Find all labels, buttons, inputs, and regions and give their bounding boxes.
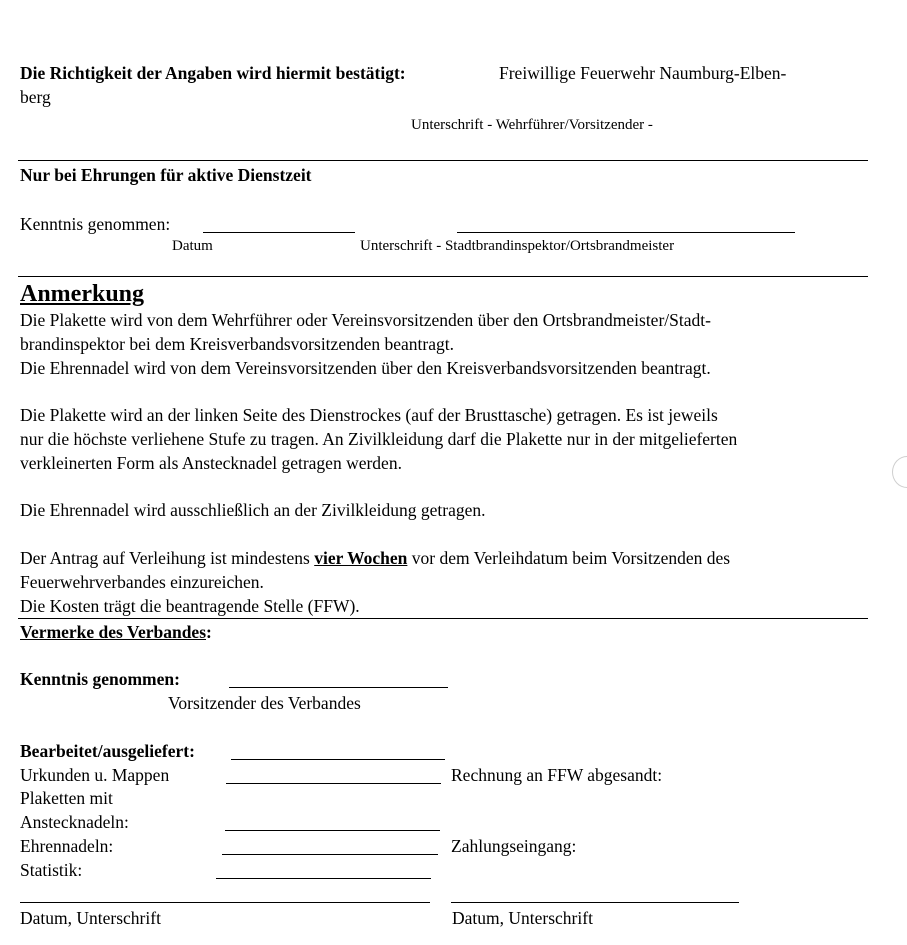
date-signature-caption-right: Datum, Unterschrift bbox=[452, 908, 593, 928]
date-caption: Datum bbox=[172, 238, 213, 254]
statistics-field-line[interactable] bbox=[216, 878, 431, 879]
deadline-text-pre: Der Antrag auf Verleihung ist mindestens bbox=[20, 548, 315, 568]
date-signature-caption-left: Datum, Unterschrift bbox=[20, 908, 161, 928]
signature-field-line[interactable] bbox=[457, 232, 795, 233]
signature-caption-stadtbrandinspektor: Unterschrift - Stadtbrandinspektor/Ortsbrandmeister bbox=[360, 238, 675, 254]
chair-caption: Vorsitzender des Verbandes bbox=[168, 693, 361, 713]
pins-field-line[interactable] bbox=[222, 854, 438, 855]
association-title-text: Vermerke des Verbandes bbox=[20, 622, 207, 642]
invoice-label: Rechnung an FFW abgesandt: bbox=[451, 765, 663, 785]
remarks-deadline-line bbox=[20, 548, 730, 569]
association-title-colon: : bbox=[206, 622, 212, 642]
date-signature-line-right[interactable] bbox=[451, 902, 739, 903]
association-noted-label: Kenntnis genommen: bbox=[20, 669, 180, 689]
noted-label: Kenntnis genommen: bbox=[20, 214, 171, 234]
date-signature-line-left[interactable] bbox=[20, 902, 430, 903]
remarks-paragraph-line: Die Plakette wird an der linken Seite des Dienstrockes (auf der Brusttasche) getragen. Es ist jeweils bbox=[20, 405, 718, 425]
remarks-paragraph-line: brandinspektor bei dem Kreisverbandsvorsitzenden beantragt. bbox=[20, 334, 454, 354]
scroll-handle[interactable] bbox=[892, 456, 907, 488]
divider bbox=[18, 160, 868, 161]
confirmation-label: Die Richtigkeit der Angaben wird hiermit bestätigt: bbox=[20, 63, 406, 83]
deadline-emphasis: vier Wochen bbox=[314, 548, 408, 568]
active-service-title: Nur bei Ehrungen für aktive Dienstzeit bbox=[20, 165, 312, 185]
deadline-text-post: vor dem Verleihdatum beim Vorsitzenden des bbox=[407, 548, 731, 568]
remarks-paragraph-line: nur die höchste verliehene Stufe zu tragen. An Zivilkleidung darf die Plakette nur in der mitgelieferten bbox=[20, 429, 738, 449]
pins-label: Ehrennadeln: bbox=[20, 836, 114, 856]
chair-signature-line[interactable] bbox=[229, 687, 448, 688]
plaques-label-continued: Anstecknadeln: bbox=[20, 812, 129, 832]
processed-label: Bearbeitet/ausgeliefert: bbox=[20, 741, 195, 761]
remarks-paragraph-line: verkleinerten Form als Anstecknadel getragen werden. bbox=[20, 453, 402, 473]
divider bbox=[18, 618, 868, 619]
remarks-paragraph-line: Feuerwehrverbandes einzureichen. bbox=[20, 572, 264, 592]
remarks-heading: Anmerkung bbox=[20, 281, 145, 307]
date-field-line[interactable] bbox=[203, 232, 355, 233]
organization-name-continued: berg bbox=[20, 87, 51, 107]
processed-field-line[interactable] bbox=[231, 759, 445, 760]
remarks-paragraph-line: Die Kosten trägt die beantragende Stelle (FFW). bbox=[20, 596, 360, 616]
signature-caption-wehrfuehrer: Unterschrift - Wehrführer/Vorsitzender - bbox=[411, 117, 653, 133]
plaques-field-line[interactable] bbox=[225, 830, 440, 831]
statistics-label: Statistik: bbox=[20, 860, 83, 880]
remarks-paragraph-line: Die Ehrennadel wird von dem Vereinsvorsitzenden über den Kreisverbandsvorsitzenden beantragt. bbox=[20, 358, 711, 378]
payment-label: Zahlungseingang: bbox=[451, 836, 577, 856]
plaques-label: Plaketten mit bbox=[20, 788, 113, 808]
divider bbox=[18, 276, 868, 277]
remarks-paragraph-line: Die Ehrennadel wird ausschließlich an der Zivilkleidung getragen. bbox=[20, 500, 486, 520]
certificates-field-line[interactable] bbox=[226, 783, 441, 784]
remarks-paragraph-line: Die Plakette wird von dem Wehrführer oder Vereinsvorsitzenden über den Ortsbrandmeister/Stadt- bbox=[20, 310, 711, 330]
association-title bbox=[20, 622, 212, 643]
organization-name: Freiwillige Feuerwehr Naumburg-Elben- bbox=[499, 63, 787, 83]
certificates-label: Urkunden u. Mappen bbox=[20, 765, 170, 785]
